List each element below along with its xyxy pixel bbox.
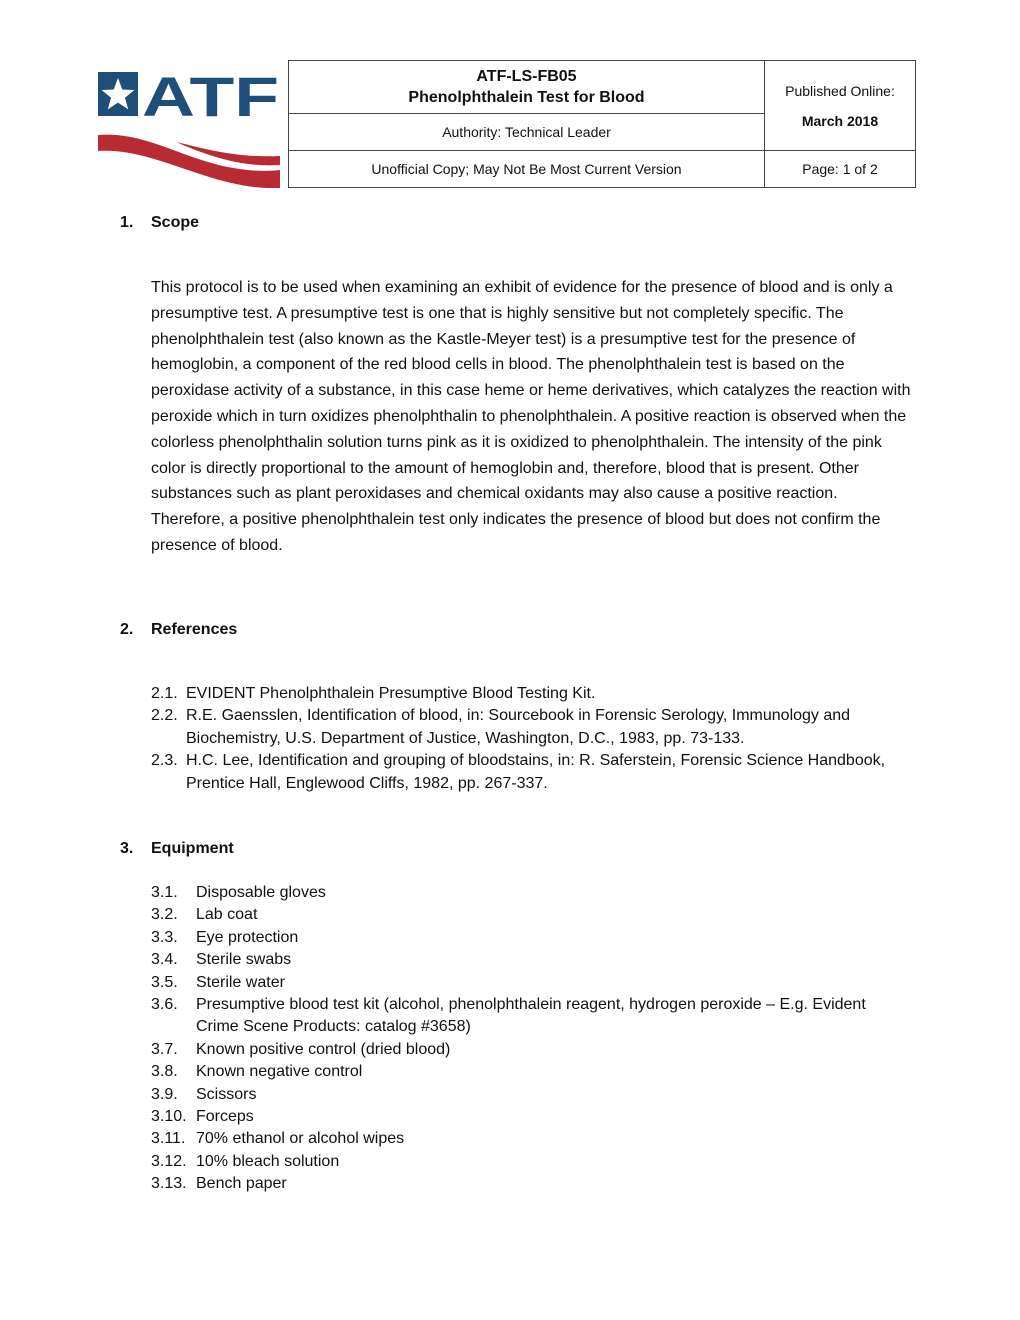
atf-flag-logo-icon: [98, 72, 280, 188]
list-item: 3.9. Scissors: [151, 1085, 257, 1103]
document-id: ATF-LS-FB05: [476, 68, 577, 85]
list-item: 3.10. Forceps: [151, 1108, 254, 1126]
list-item: 3.6. Presumptive blood test kit (alcohol, phenolphthalein reagent, hydrogen peroxide – E.g. Evident Crime Scene Products: catalog #3658): [151, 996, 866, 1036]
copy-notice: Unofficial Copy; May Not Be Most Current Version: [289, 151, 765, 188]
list-item: 2.3. H.C. Lee, Identification and grouping of bloodstains, in: R. Saferstein, Forensic Science Handbook, Prentice Hall, Englewood Cliffs, 1982, pp. 267-337.: [151, 752, 886, 792]
list-item: 3.1. Disposable gloves: [151, 884, 326, 901]
atf-logo: [98, 72, 280, 188]
list-item: 3.5. Sterile water: [151, 973, 285, 991]
list-item: 2.1. EVIDENT Phenolphthalein Presumptive Blood Testing Kit.: [151, 685, 596, 702]
published-cell: [765, 61, 916, 151]
references-list: [151, 683, 911, 795]
equipment-list: [151, 882, 911, 1196]
section-heading-references: 2. References: [120, 621, 238, 638]
list-item: 2.2. R.E. Gaensslen, Identification of blood, in: Sourcebook in Forensic Serology, Immunology and Biochemistry, U.S. Department of Justice, Washington, D.C., 1983, pp. 73-133.: [151, 707, 851, 747]
section-heading-scope: 1. Scope: [120, 214, 200, 231]
list-item: 3.11. 70% ethanol or alcohol wipes: [151, 1130, 405, 1148]
published-date: March 2018: [801, 112, 879, 129]
list-item: 3.12. 10% bleach solution: [151, 1152, 340, 1170]
list-item: 3.2. Lab coat: [151, 906, 258, 924]
svg-text:ATF: ATF: [142, 72, 279, 128]
list-item: 3.8. Known negative control: [151, 1063, 363, 1081]
page-number: Page: 1 of 2: [765, 151, 916, 188]
list-item: 3.7. Known positive control (dried blood): [151, 1040, 451, 1058]
scope-paragraph: This protocol is to be used when examining an exhibit of evidence for the presence of blood and is only a presumptive test. A presumptive test is one that is highly sensitive but not completely specific. The phenolphthalein test (also known as the Kastle-Meyer test) is a presumptive test for the presence of hemoglobin, a component of the red blood cells in blood. The phenolphthalein test is based on the peroxidase activity of a substance, in this case heme or heme derivatives, which catalyzes the reaction with peroxide which in turn oxidizes phenolphthalin to phenolphthalein. A positive reaction is observed when the colorless phenolphthalin solution turns pink as it is oxidized to phenolphthalein. The intensity of the pink color is directly proportional to the amount of hemoglobin and, therefore, blood that is present. Other substances such as plant peroxidases and chemical oxidants may also cause a positive reaction. Therefore, a positive phenolphthalein test only indicates the presence of blood but does not confirm the presence of blood.: [151, 279, 911, 554]
document-header-table: [288, 60, 916, 188]
document-title: Phenolphthalein Test for Blood: [408, 89, 645, 106]
list-item: 3.13. Bench paper: [151, 1175, 287, 1193]
published-label: Published Online:: [785, 82, 895, 99]
list-item: 3.3. Eye protection: [151, 928, 299, 946]
title-cell: [289, 61, 765, 114]
section-heading-equipment: 3. Equipment: [120, 840, 234, 857]
authority: Authority: Technical Leader: [289, 114, 765, 151]
list-item: 3.4. Sterile swabs: [151, 951, 292, 969]
